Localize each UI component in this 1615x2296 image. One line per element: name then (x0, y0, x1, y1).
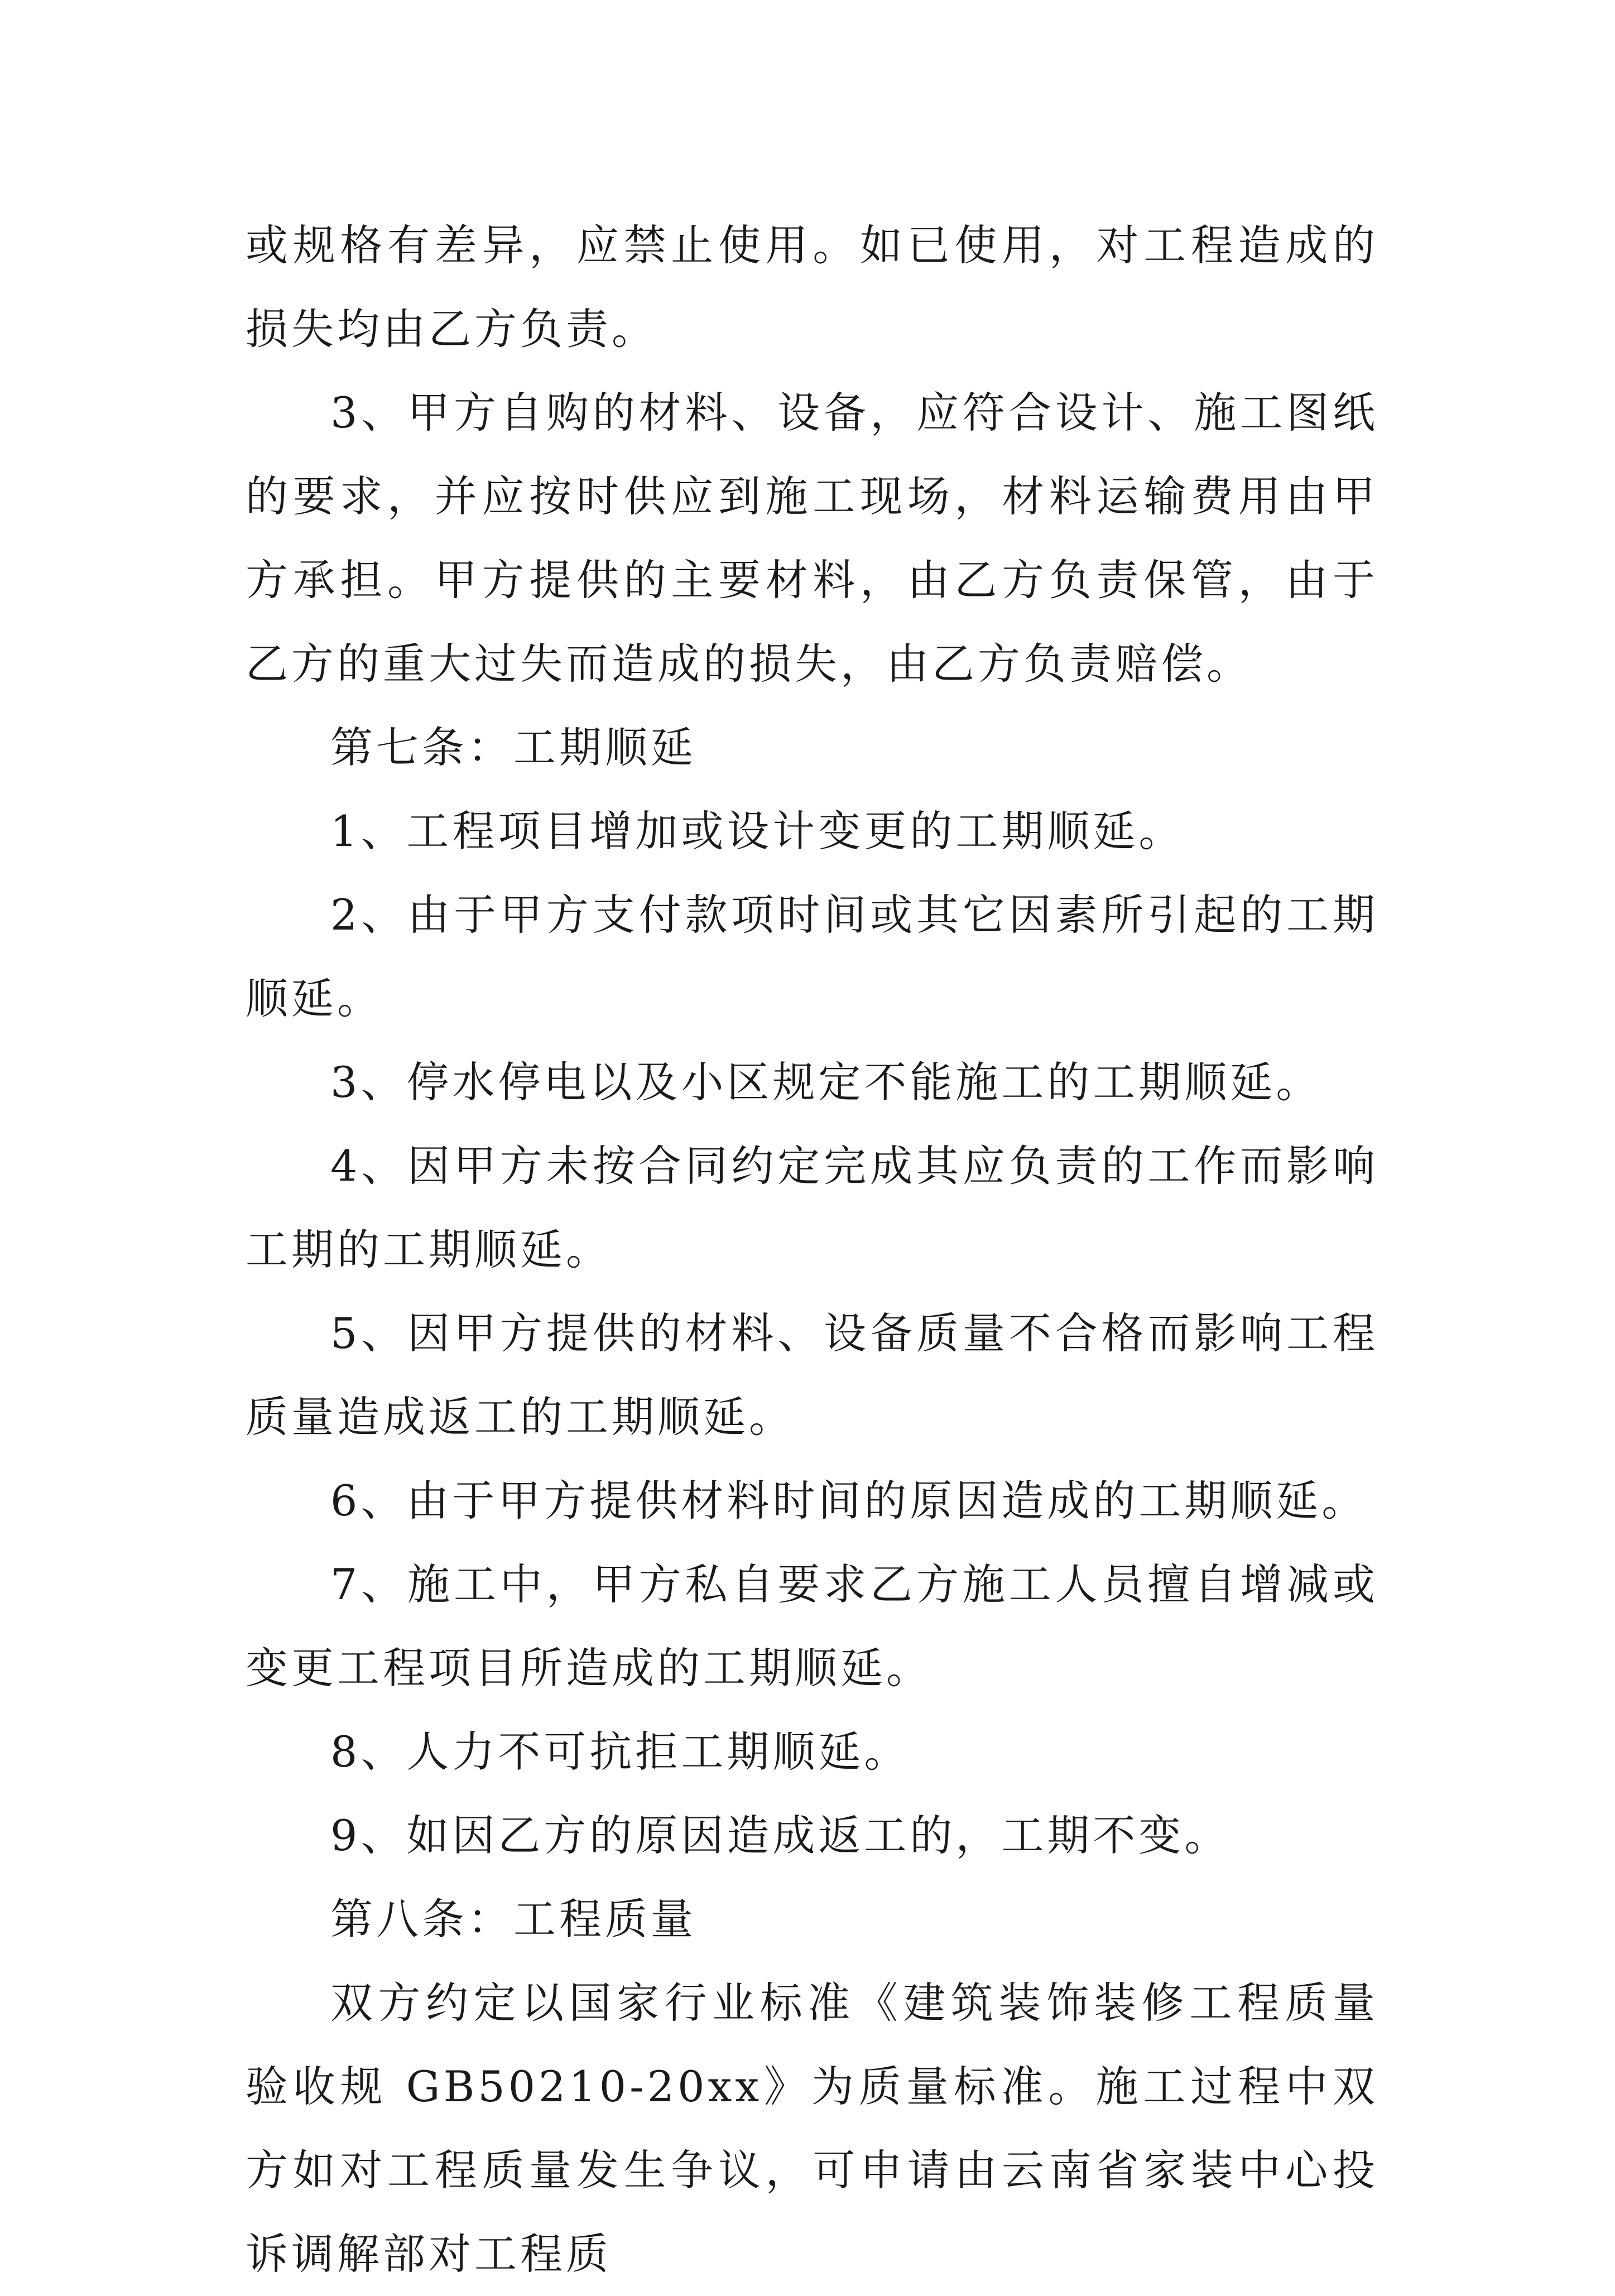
document-body (246, 204, 1378, 2296)
paragraph-item-4: 4、因甲方未按合同约定完成其应负责的工作而影响工期的工期顺延。 (246, 1141, 1378, 1274)
section-heading-article-8: 第八条：工程质量 (330, 1894, 696, 1944)
paragraph-item-1: 1、工程项目增加或设计变更的工期顺延。 (330, 806, 1185, 856)
paragraph-quality-standard: 双方约定以国家行业标准《建筑装饰装修工程质量验收规 GB50210-20xx》为质量标准。施工过程中双方如对工程质量发生争议，可申请由云南省家装中心投诉调解部对工程质 (246, 1978, 1378, 2279)
paragraph-item-3: 3、停水停电以及小区规定不能施工的工期顺延。 (330, 1057, 1322, 1107)
paragraph-item-8: 8、人力不可抗拒工期顺延。 (330, 1727, 910, 1777)
paragraph-item-9: 9、如因乙方的原因造成返工的，工期不变。 (330, 1811, 1231, 1860)
paragraph-clause-6-item-3: 3、甲方自购的材料、设备，应符合设计、施工图纸的要求，并应按时供应到施工现场，材料运输费用由甲方承担。甲方提供的主要材料，由乙方负责保管，由于乙方的重大过失而造成的损失，由乙方负责赔偿。 (246, 388, 1378, 689)
paragraph-item-6: 6、由于甲方提供材料时间的原因造成的工期顺延。 (330, 1476, 1368, 1525)
paragraph-item-7: 7、施工中，甲方私自要求乙方施工人员擅自增减或变更工程项目所造成的工期顺延。 (246, 1559, 1378, 1693)
paragraph-item-2: 2、由于甲方支付款项时间或其它因素所引起的工期顺延。 (246, 890, 1378, 1023)
section-heading-article-7: 第七条：工期顺延 (330, 723, 696, 772)
paragraph-item-5: 5、因甲方提供的材料、设备质量不合格而影响工程质量造成返工的工期顺延。 (246, 1308, 1378, 1442)
paragraph-continuation: 或规格有差异，应禁止使用。如已使用，对工程造成的损失均由乙方负责。 (246, 220, 1378, 354)
